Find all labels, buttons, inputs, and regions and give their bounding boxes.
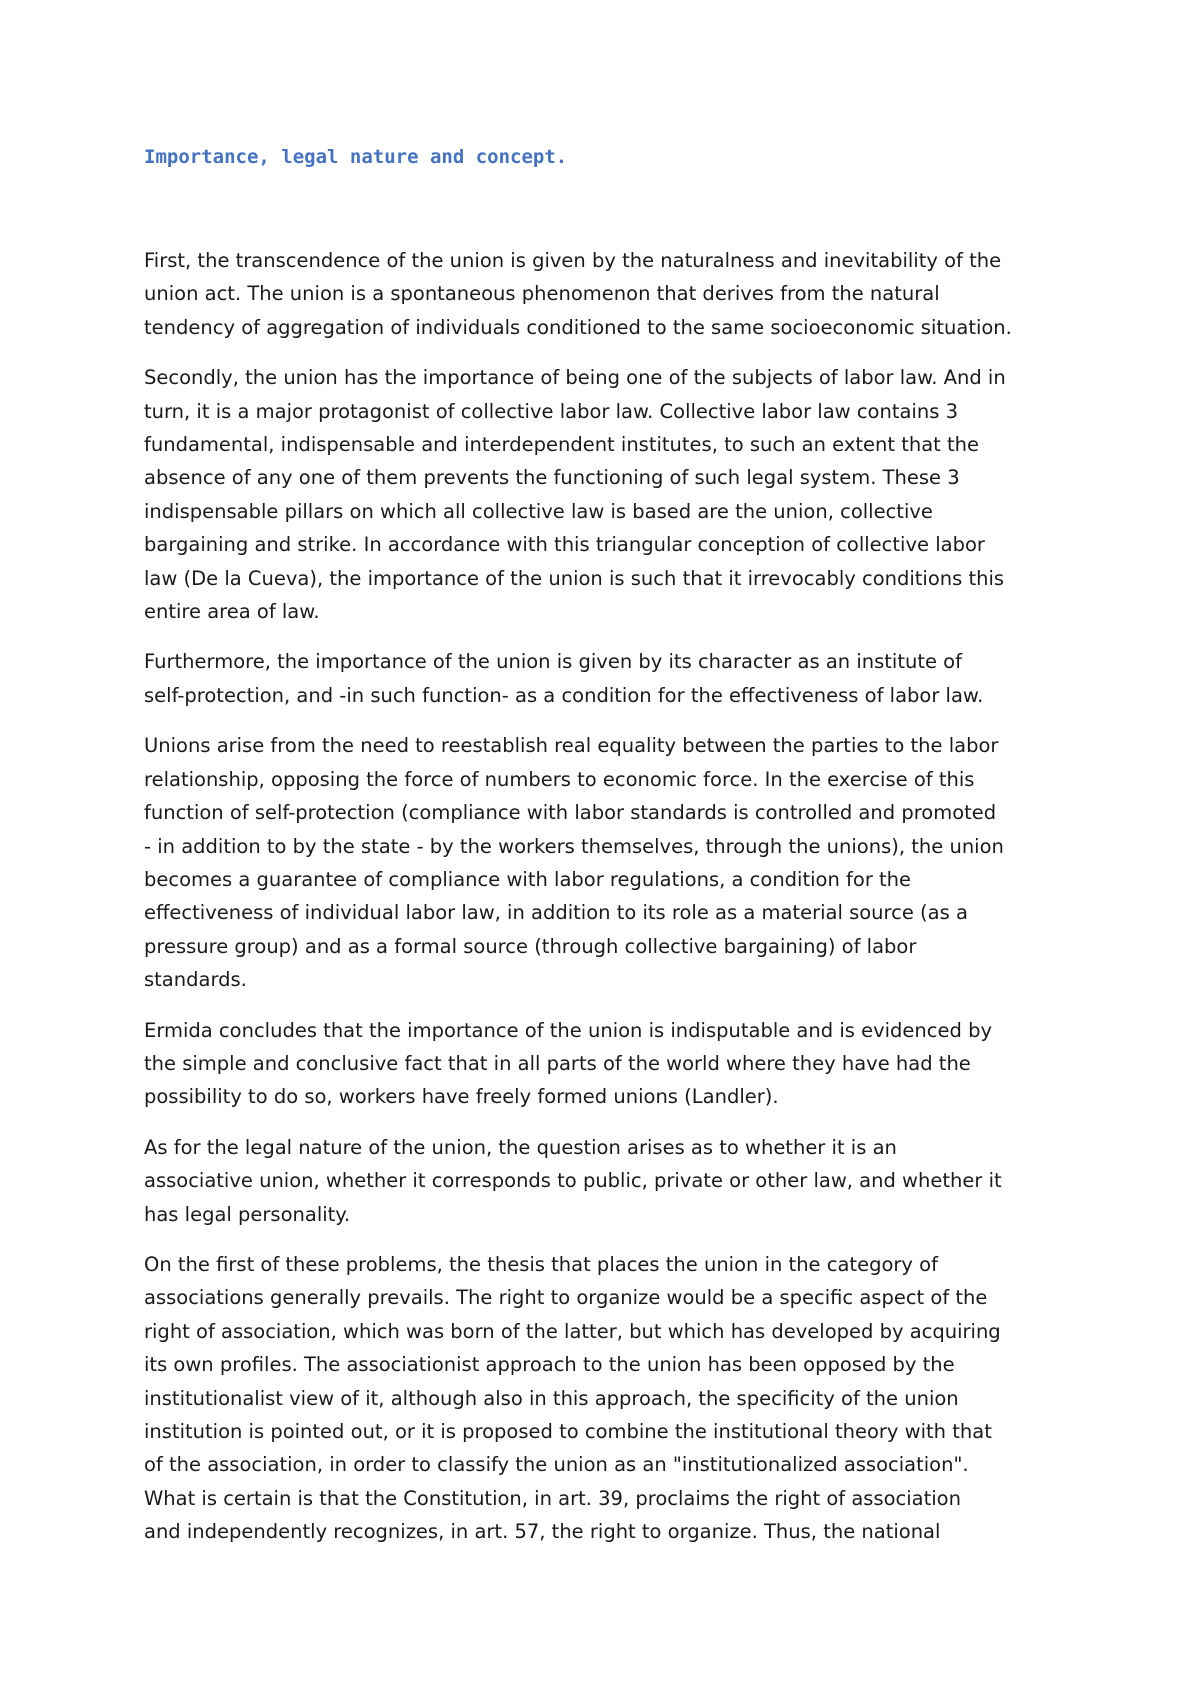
paragraph xyxy=(144,645,1076,712)
document-body xyxy=(144,244,1076,1566)
text-line: turn, it is a major protagonist of collective labor law. Collective labor law contains 3 xyxy=(144,399,958,423)
text-line: and independently recognizes, in art. 57, the right to organize. Thus, the national xyxy=(144,1520,941,1544)
text-line: pressure group) and as a formal source (through collective bargaining) of labor xyxy=(144,934,917,958)
text-line: law (De la Cueva), the importance of the union is such that it irrevocably conditions this xyxy=(144,566,1005,590)
text-line: institution is pointed out, or it is proposed to combine the institutional theory with that xyxy=(144,1420,992,1443)
text-line: Ermida concludes that the importance of the union is indisputable and is evidenced by xyxy=(144,1018,992,1042)
text-line: associative union, whether it corresponds to public, private or other law, and whether it xyxy=(144,1169,1002,1193)
text-line: tendency of aggregation of individuals conditioned to the same socioeconomic situation. xyxy=(144,315,1012,339)
text-line: becomes a guarantee of compliance with labor regulations, a condition for the xyxy=(144,867,912,891)
text-line: What is certain is that the Constitution, in art. 39, proclaims the right of association xyxy=(144,1486,961,1510)
paragraph xyxy=(144,729,1076,996)
paragraph xyxy=(144,244,1076,344)
text-line: indispensable pillars on which all collective law is based are the union, collective xyxy=(144,499,933,523)
text-line: bargaining and strike. In accordance with this triangular conception of collective labor xyxy=(144,533,985,557)
text-line: its own profiles. The associationist approach to the union has been opposed by the xyxy=(144,1353,955,1377)
text-line: self-protection, and -in such function- as a condition for the effectiveness of labor law. xyxy=(144,683,984,707)
text-line: Secondly, the union has the importance of being one of the subjects of labor law. And in xyxy=(144,366,1006,390)
text-line: standards. xyxy=(144,968,247,992)
text-line: - in addition to by the state - by the workers themselves, through the unions), the union xyxy=(144,834,1004,858)
paragraph xyxy=(144,1131,1076,1231)
text-line: As for the legal nature of the union, the question arises as to whether it is an xyxy=(144,1135,897,1159)
text-line: function of self-protection (compliance with labor standards is controlled and promoted xyxy=(144,801,997,825)
text-line: effectiveness of individual labor law, in addition to its role as a material source (as a xyxy=(144,901,968,925)
text-line: absence of any one of them prevents the functioning of such legal system. These 3 xyxy=(144,466,960,490)
text-line: Furthermore, the importance of the union is given by its character as an institute of xyxy=(144,650,962,674)
text-line: union act. The union is a spontaneous phenomenon that derives from the natural xyxy=(144,282,940,306)
text-line: First, the transcendence of the union is given by the naturalness and inevitability of the xyxy=(144,249,1002,272)
text-line: Unions arise from the need to reestablish real equality between the parties to the labor xyxy=(144,734,999,758)
text-line: possibility to do so, workers have freely formed unions (Landler). xyxy=(144,1085,779,1109)
paragraph xyxy=(144,1248,1076,1549)
text-line: institutionalist view of it, although also in this approach, the specificity of the union xyxy=(144,1386,959,1410)
text-line: the simple and conclusive fact that in all parts of the world where they have had the xyxy=(144,1051,971,1075)
text-line: associations generally prevails. The right to organize would be a specific aspect of the xyxy=(144,1286,988,1310)
text-line: On the first of these problems, the thesis that places the union in the category of xyxy=(144,1252,938,1276)
paragraph xyxy=(144,1014,1076,1114)
paragraph xyxy=(144,361,1076,628)
section-heading: Importance, legal nature and concept. xyxy=(144,146,568,168)
text-line: of the association, in order to classify the union as an "institutionalized association". xyxy=(144,1453,969,1477)
text-line: relationship, opposing the force of numbers to economic force. In the exercise of this xyxy=(144,767,975,791)
text-line: entire area of law. xyxy=(144,600,320,624)
text-line: right of association, which was born of the latter, but which has developed by acquiring xyxy=(144,1319,1001,1343)
text-line: fundamental, indispensable and interdependent institutes, to such an extent that the xyxy=(144,433,980,457)
text-line: has legal personality. xyxy=(144,1202,351,1226)
